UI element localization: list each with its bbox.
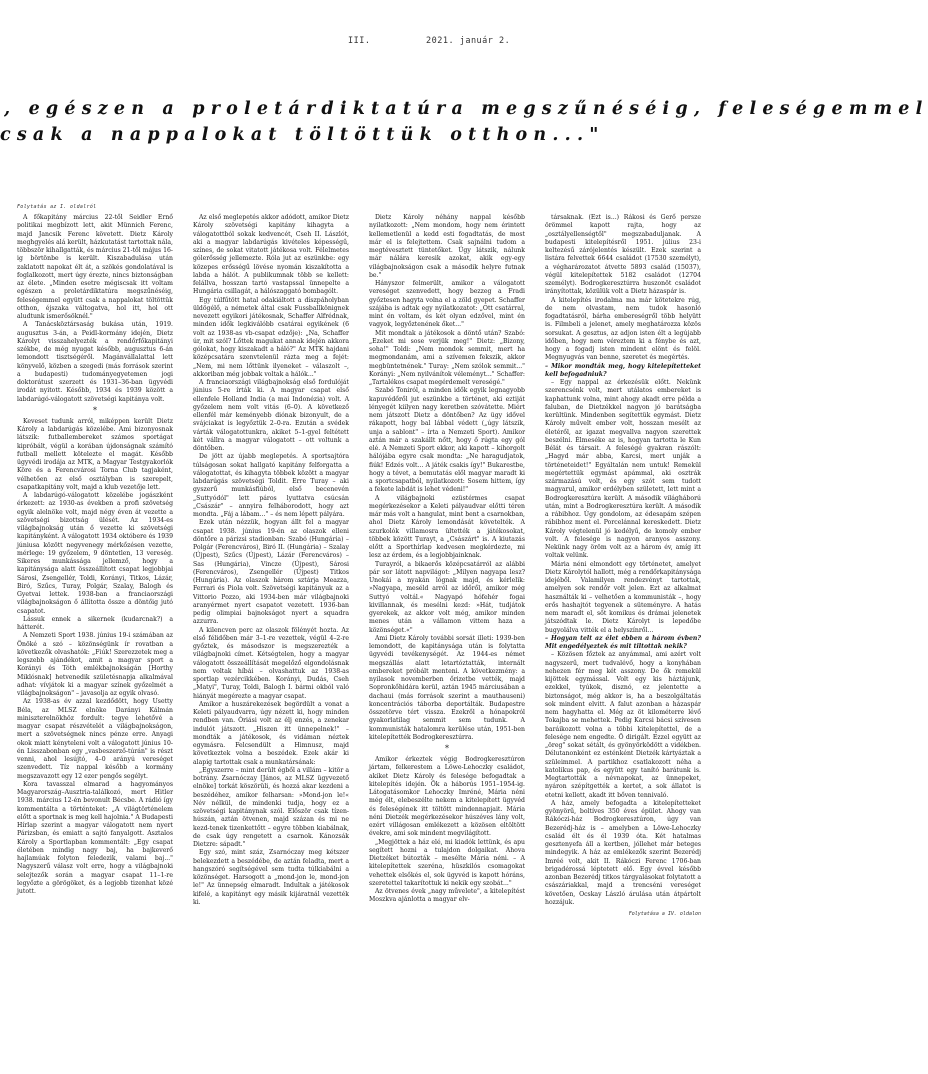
article-paragraph: Egy szó, mint száz, Zsarnóczay meg kétszer belekezdett a beszédébe, de aztán feladta, mert a hangszóró segítségével sem tudta túlkiabálni a közönséget. Harsogott a „mond-jon le, mond-jon le!" Az ünnepség elmaradt. Indultak a játékosok kifelé, a kapitányt egy másik kijáratnál vezették ki. (193, 849, 349, 906)
section-separator-star: * (93, 405, 97, 415)
page-number: III. (348, 36, 371, 46)
article-paragraph: társaknak. (Ezt is...) Rákosi és Gerő persze örömmel kapott rajta, hogy az „osztályellenségtől" megszabaduljanak. A budapesti kitelepítésről 1951. július 23-i keltezésű zárójelentés készült. Ezek szerint a listára felvettek 6644 családot (17530 személyt), a végharározatot átvette 5893 család (15037), végül kitelepítettek 5182 családot (12704 személyt). Bodrogkeresztúrra huszonöt családot irányítottak, közülük volt a Dietz házaspár is. (545, 214, 701, 296)
article-paragraph: Ezek után nézzük, hogyan állt fel a magyar csapat 1938. június 19-én az olaszok elleni döntőre a párizsi stadionban: Szabó (Hungária) – Polgár (Ferencváros), Biró II. (Hungária) – Szalay (Újpest), Szűcs (Újpest), Lázár (Ferencváros) – Sas (Hungária), Vincze (Újpest), Sárosi (Ferencváros), Zsengellér (Újpest) Titkos (Hungária). Az olaszok három sztárja Meazza, Ferrari és Piola volt. Szövetségi kapitányuk az a Vittorio Pozzo, aki 1934-ben már világbajnoki aranyérmet nyert csapatot vezetett. 1936-ban pedig olimpiai bajnokságot nyert a squadra azzurra. (193, 519, 349, 626)
interview-question: – Hogyan telt az élet ebben a három évben? Mit engedélyeztek és mit tiltottak nekik? (545, 634, 701, 650)
continued-from-note: Folytatás az I. oldalról (17, 204, 97, 210)
article-columns (17, 214, 711, 1064)
headline-line-2: csak a nappalokat töltöttük otthon..." (0, 125, 605, 145)
article-paragraph: De jött az újabb meglepetés. A sportsajtóra túlságosan sokat hallgató kapitány felforgatta a válogatottat, és kihagyta többek között a magyar labdarúgás szövetségi Toldit. Erre Turay – aki gyszerű munkásfiúból, első becenevén „Suttyódól" lett páros lyuttatva csúcsán „Császár" – annyira felháborodott, hogy azt mondta. „Fáj a lábam..." – és nem lépett pályára. (193, 453, 349, 518)
article-headline (0, 96, 928, 148)
article-paragraph: Mit mondtak a játékosok a döntő után? Szabó: „Ezeket mi sose verjük meg!" Dietz: „Bizony, soha!" Toldi: „Nem mondok semmit, mert ha megmondanám, ami a szívemen fekszik, akkor megbüntetnének." Turay: „Nem szólok semmit..." Korányi: „Nem nyilvánítok véleményt..." Schaffer: „Tartalékos csapat megérdemelt vereségé." (369, 329, 525, 386)
article-paragraph: Turayról, a bikaerős középcsatárról az alábbi pár sor látott napvilágot: „Milyen nagyapa lesz? Unokái a nyakán lógnak majd, és kérlelik: »Nagyapa, meséld arról az időről, amikor még Suttyó voltál.« Nagyapó hófehér fogai kivillannak, és mesélni kezd: »Hát, tudjátok gyerekek, az akkor volt még, amikor minden menes után a vállamon vittem haza a közönséget.«" (369, 560, 525, 634)
article-column-2 (193, 214, 349, 1064)
article-paragraph: A főkapitány március 22-től Seidler Ernő politikai megbízott lett, akit Münnich Ferenc, majd Jancsik Ferenc követett. Dietz Károly meghgyelés alá került, házkutatást tartottak nála, többször kihallgatták, és március 21-től május 16-ig börtönbe is került. Kiszabadulása után zaklatott napokat élt át, a szökés gondolatával is foglalkozott, mert úgy érezte, nincs biztonságban az élete. „Minden esetre mégiscsak itt voltam egészen a proletárdiktatúra megszűnéséig, feleségemmel együtt csak a nappalokat töltöttük otthon, éjszaka váltogatva, hol itt, hol ott aludtunk ismerősöknél." (17, 214, 173, 320)
article-paragraph: A labdarúgó-válogatott közelébe jogászként érkezett: az 1930-as években a profi szövetség egyik alelnöke volt, majd négy éven át vezette a szövetségi bizottság ülését. Az 1934-es világbajnokság után ő vezette ki szövetségi kapitányként. A válogatott 1934 októbere és 1939 júniusa között negyvenegy mérkőzésen vezette, mérlege: 19 győzelem, 9 döntetlen, 13 vereség. Sikeres munkássága jellemző, hogy a kapitánysága alatt összeállított csapat legjobbjai Sárosi, Zsengellér, Toldi, Korányi, Titkos, Lázár, Biró, Szűcs, Turay, Polgár, Szalay, Balogh és Gyetvai lettek. 1938-ban a franciaországi világbajnokságon ő állította össze a döntőig jutó csapatot. (17, 492, 173, 615)
article-paragraph: Amikor a huszárekezések begördült a vonat a Keleti pályaudvarra, úgy nézett ki, hogy minden rendben van. Óriási volt az élj enzés, a zenekar indulót játszott. „Hiszen itt ünnepelnek!" – mondták a játékosok, és vidáman néztek egymásra. Felcsendült a Himnusz, majd következtek volna a beszédek. Ezek akár ki alapig tartottak csak a munkatársának: (193, 700, 349, 766)
article-paragraph: Egy túlfűtött hatal odakiáltott a díszpáholyban üldögélő, a németek által csak Fussballkönignek nevezett egyikori játékosnak, Schaffer Alfrédnak, minden idők legkiválóbb csatárai egyikének (6 volt az 1938-as vb-csapat edzője): „Na, Schaffer úr, mit szól? Lőttek magukat annak idején akkora gólokat, hogy kiszakadt a háló?" Az MTK hajdani középcsatára szenvtelenül rázta meg a fejét: „Nem, mi nem lőttünk ilyeneket – válaszolt –, akkoriban még jobbak voltak a hálók..." (193, 296, 349, 378)
article-paragraph: – Egy nappal az érkezésük előtt. Nekünk szerencsénk volt, mert utálatos embereket is kaphattunk volna, mint ahogy akadt erre példa a faluban, de Dietzékkel nagyon jó barátságba kerültünk. Mindenben segítettük egymást. Dietz Károly művelt ember volt, hosszan mesélt az életéről, az igazat megvallva nagyon szerettek beszélni. Élmeséke az is, hogyan tartotta le Kun Bélát és társait. A feleségé gyakran rászólt: „Hagyd már abba, Karcsi, mert unják a történeteidet!" Egyáltalán nem untuk! Remekül megértettük egymást apámmal, aki osztrák származású volt, és egy szót sem tudott magyarul, amikor erdélyben született, lett mint a Bodrogkeresztúra került. A második világháború után, mint a Bodrogkeresztúra került. A második a rábibhoz. Úgy gondolom, az édesapám szépen rábibhoz ment el. Porcelánnal kereskedett. Dietz Károly végtelenül jó kedélyű, de komoly ember volt. A felesége is nagyon aranyos asszony. Nekünk nagy öröm volt az a három év, amíg itt voltak velünk. (545, 379, 701, 560)
article-paragraph: – Közösen főztek az anyámmal, ami azért volt nagyszerű, mert tudvalévő, hogy a konyhában nehezen fér meg két asszony. De ők remekül kijöttek egymással. Volt egy kis háztájunk, ezekkel, tyúkok, disznó, ez jelentette a biztonságot, még akkor is, ha a beszolgáltatás sok mindent elvitt. A falut azonban a házaspár nem hagyhatta el. Még az öt kilométerre lévő Tokajba se mehettek. Pedig Karcsi bácsi szívesen baráikozott volna a többi kitelepítettel, de a felesége nem engedte. Ő dirigált. Ezzel együtt az „öreg" sokat sétált, és gyönyörködött a vidékben. Délutanonként ez esténként Dietzék kártyáztak a szüleimmel. A partikhoz csatlakozott néha a katolikus pap, és együtt egy tanító barátunk is. Megtartották a névnapokat, az ünnepeket, nyáron szépítgették a kertet, a sok állatot is etetni kellett, akadt itt bőven tennivaló. (545, 651, 701, 799)
page-header (0, 36, 720, 50)
article-paragraph: „Egyszerre – mint derült égből a villám – kitör a botrány. Zsarnóczay [János, az MLSZ ügyvezető elnöke] torkát köszörüli, és hozzá akar kezdeni a beszédéhez, amikor felharsan: »Mond-jon le!« Név nélkül, de mindenki tudja, hogy ez a szövetségi kapitánynak szól. Először csak tízen-húszán, aztán ötvenen, majd százan és mi ne kezd-tenek tizenkettőtt – egyre többen kiabálnak, de csak úgy rengetett a csarnok. Kánozsák Dietzre: sápadt." (193, 766, 349, 848)
article-paragraph: Dietz Károly néhány nappal később nyilatkozott: „Nem mondom, hogy nem érintett kellemetlenül a kedd esti fogadtatás, de most már el is felejtettem. Csak sajnálni tudom a megtévesztett tüntetőket. Úgy látszik, nálunk már nálára keresik azokat, akik egy-egy világbajnokságon csak a második helyre futnak be." (369, 214, 525, 279)
article-paragraph: A franciaországi világbajnokság első fordulóját június 5-re írták ki. A magyar csapat első ellenfele Holland India (a mai Indonézia) volt. A győzelem nem volt vitás (6–0). A következő ellenfél már keményebb diónak bizonyult, de a svájciakat is legyőztük 2–0-ra. Ezután a svédek várták válogatottunkra, akiket 5–1-gyel feltétett két vállra a magyar válogatott – ott voltunk a döntőben. (193, 379, 349, 452)
article-paragraph: A Nemzeti Sport 1938. június 19-i számában az Önöké a szó – közönségünk ír rovatban a következők olvashatók: „Fiúk! Szerezzetek meg a legszebb ajándékot, amit a magyar sport a Korányi és Tóth emlékbajnokságán [Horthy Miklósnak] hetvenedik születésnapja alkalmával adhat: vívjátok ki a magyar színek győzelmét a világbajnokságon" – javasolja az egyik olvasó. (17, 632, 173, 697)
article-paragraph: Kora tavasszal elmarad a hagyományos Magyarország–Ausztria-találkozó, mert Hitler 1938. március 12-én bevonult Bécsbe. A rádió így kommentálta a történteket: „A világtörténelem előtt a sportnak is meg kell hajolnia." A Budapesti Hírlap szerint a magyar válogatott nem nyert Párizsban, és emiatt a sajtó fanyalgott. Asztalos Károly a Sportlapban kommentált: „Egy csapat életében mindig nagy baj, ha bajkeverő hajlamúak folyton feledezik, valami baj..." Nagyszerű válasz volt erre, hogy a világbajnoki selejtezők során a magyar csapat 11–1-re legyőzte a görögöket, és a legjobb tizenhat közé jutott. (17, 780, 173, 895)
interview-question: – Mikor mondták meg, hogy kitelepítetteket kell befogadniuk? (545, 362, 701, 378)
issue-date: 2021. január 2. (426, 36, 511, 46)
article-column-4 (545, 214, 701, 1064)
article-paragraph: Az ötvenes évek „nagy művelete", a kitelepítést Moszkva ajánlotta a magyar elv- (369, 888, 525, 904)
article-paragraph: A kitelepítés irodalma ma már kötetekre rúg, de nem olvastam, nem tudok hasonló fogadtatásról, bárha embereségről több helyütt is. Filmbeli a jelenet, amely meghatározza közös sorsukat. A gesztus, az adjon isten élt a legújabb időben, hogy nem véreztem ki a fénybe és azt, hogy a fogadj isten mindent elönt és felöl. Megnyugvás van benne, szeretet és megértés. (545, 296, 701, 362)
article-paragraph: Hányszor felmerült, amikor a válogatott vereséget szenvedett, hogy bezzeg a Fradi győztesen hagyta volna el a zöld gyepet. Schaffer szájába is adtak egy nyilatkozatot: „Ott csatárral, mint én voltam, és két olyan edzővel, mint én vagyok, legyőztenének őket..." (369, 280, 525, 329)
continued-to-note: Folytatása a IV. oldalon (628, 911, 701, 917)
article-paragraph: Szabó Toniról, a minden idők egyik legnagyobb kapuvédőről jut eszünkbe a történet, aki eztiját lényegét kiilyen nagy keretben szóvátette. Miért nem játszott Dietz a döntőben? Az ügy idővel rákapott, hogy bal lábbal védett („úgy látszik, unja a sablont" – írta a Nemzeti Sport). Amikor aztán már a szakállt nőtt, hogy ő rúgta egy gól elé. A Nemzeti Sport ekkor, aki kapott – kihorgolt hálójába egyre csak mondta: „Ne haragudjatok, fiúk! Edzés volt... A játék csakis így!" Bukarestbe, hogy a tévet, a bemutatás elől magyar maradt ki a sportcsapatból, nyilatkozott: Sosem hittem, így a fekete labdát is lehet védeni!" (369, 387, 525, 494)
article-paragraph: A Tanácsköztársaság bukása után, 1919. augusztus 3-án, a Peidl-kormány idején, Dietz Károlyt visszahelyezték a rendőrfőkapitányi székbe, de még nyugat később, augusztus 6-án lemondott tisztségéről. Magánvállalattal lett könyvelő, közben a szegedi (más források szerint a budapesti) tudományegyetemen jogi doktorátust szerzett és 1931–36-ban ügyvédi irodát nyitott. Később, 1934 és 1939 között a labdarúgó-válogatott szövetségi kapitánya volt. (17, 321, 173, 403)
article-column-1 (17, 214, 173, 1064)
section-separator-star: * (445, 744, 449, 753)
article-paragraph: A kilencven perc az olaszok fölényét hozta. Az első félidőben már 3–1-re vezettek, végül 4–2-re győztek, és másodszor is megszerezték a világbajnoki címet. Kétségtelen, hogy a magyar válogatott összeállítását megelőző elgondolásnak nem voltak híbái – olvashattuk az 1938-as sportlap vezércikkében. Korányi, Dudás, Cseh „Matyi", Turay, Toldi, Balogh I. bármi okból való hiányát megérezte a magyar csapat. (193, 626, 349, 700)
article-paragraph: A ház, amely befogadta a kitelepítetteket gyönyörű, boltíves 350 éves épület. Ahogy van Rákóczi-ház Bodrogkeresztúron, úgy van Bezerédj-ház is – amelyben a Löwe-Lehoczky család élt és él 1939 óta. Két hatalmas gesztenyefa áll a kertben, jóllehet már beteges mindegyik. A ház az emlékezők szerint Bezerédj Imréé volt, akit II. Rákóczi Ferenc 1706-ban brigadérossá léptetett elő. Egy évvel később azonban Bezerédj titkos tárgyalásokat folytatott a császáriakkal, majd a trencséni vereséget követően, Ocskay László árulása után átpártolt hozzájuk. (545, 799, 701, 906)
article-paragraph: „Megjöttek a ház elé, mi kiadók lettünk, és apu segített hozni a tulajdon dolgaikat. Ahova Dietzéket bútozták – mesélte Mária néni. – A kitelepítettek szeréna, hüszkilós csomagokat vehettek elsőkés el, sok ügyvéd is kapott hóráns, szeretettel takarítottuk ki nekik egy szobát..." (369, 838, 525, 887)
article-paragraph: Keveset tudunk arról, miképpen került Dietz Károly a labdarúgás közelébe. Ami bizonyosnak látszik: futballembereket számos sportágat kipróbált, végül a korában újdonságnak számító futball mellett kötelezte el magát. Később ügyvédi irodája az MTK, a Magyar Testgyakorlók Köre és a Ferencvárosi Torna Club tagjaként, vélhetően az első osztályban is szerepelt, csapatkapitány volt, majd a klub vezetője lett. (17, 417, 173, 491)
article-paragraph: Ami Dietz Károly további sorsát illeti: 1939-ben lemondott, de kapitánysága után is folytatta ügyvédi tevékenységét. Az 1944-es német megszállás alatt letartóztatták, internált embereket próbált menteni. A következmény: a nyilasok novemberben őrizetbe vették, majd Sopronkőhidára kerül, aztán 1945 márciusában a dachaui (más források szerint a mauthauseni) koncentrációs táborba deportálták. Budapestre összetörve tért vissza. Ezekről a hónapokról gyakorlatilag semmit sem tudunk. A kommunisták hatalomra kerülése után, 1951-ben kitelepítették Bodrogkeresztúrra. (369, 634, 525, 741)
article-column-3 (369, 214, 525, 1064)
article-paragraph: Az első meglepetés akkor adódott, amikor Dietz Károly szövetségi kapitány kihagyta a válogatottból sokak kedvencét, Cseh II. Lászlót, aki a magyar labdarúgás kivételes képességű, színes, de sokat vitatott játékosa volt. Félelmetes gólerősség jellemezte. Róla jut az eszünkbe: egy közepes erősségű lövése nyomán kiszakította a labda a hálót. A publikumnak több se kellett: felállva, hosszan tartó vastapssal ünnepelte a Hungária csillagát, a hálószaggató bombagólt. (193, 214, 349, 296)
article-paragraph: A világbajnoki ezüstérmes csapat megérkezésekor a Keleti pályaudvar előtti téren már más volt a hangulat, mint bent a csarnokban, ahol Dietz Károly lemondását követelték. A szurkolók villamosra ültették a játékosokat, többek között Turayt, a „Császárt" is. A kiutazás előtt a Sporthírlap kedvesen megkérdezte, mi lesz az érdem, és a legjobbjainknak. (369, 494, 525, 560)
article-paragraph: Lássuk ennek a sikernek (kudarcnak?) a hátterét. (17, 615, 173, 631)
article-paragraph: Amikor érkeztek végig Bodrogkeresztúron jártam, felkerestem a Löwe-Lehoczky családot, akiket Dietz Károly és felesége befogadtak a kitelepítés idején. Ők a háborús 1951–1954-ig. Látogatásomkor Lehoczky Imréné, Mária néni még élt, elebeszélte nekem a kitelepített ügyvéd és feleségének itt töltött mindennapjait. Mária néni Dietzék megérkezésekor húszéves lány volt, ezért villágosan emlékezett a közösen eltöltött évekre, ami sok mindent megvilágított. (369, 756, 525, 838)
article-paragraph: Az 1938-as év azzal kezdődött, hogy Usetty Béla, az MLSZ elnöke Darányi Kálmán miniszterelnökhöz fordult: tegye lehetővé a magyar csapat részvételét a világbajnokságon, mert a szövetségnek nincs pénze erre. Anyagi okok miatt kényteleni volt a válogatott június 10-én Lisszabonban egy „vasbeszerző-túrán" is részt venni, ahol lesújtó, 4–0 arányú vereséget szenvedett. Tíz nappal később a kormány megszavazott egy 12 ezer pengős segélyt. (17, 698, 173, 780)
article-paragraph: Mária néni elmondott egy történetet, amelyet Dietz Károlytól hallott, még a rendőrkapitánysága idejéből. Valamilyen rendezvényt tartottak, amelyen sok rendőr volt jelen. Ezt az alkalmat használták ki – velhetően a kommunisták –, hogy erős hashajtót tegyenek a süteményre. A hatás nem maradt el, sőt komikus és drámai jelenetek játszódtak le. Dietz Károlyt is lepedőbe bugyolálva vitték el a helyszínről... (545, 560, 701, 634)
headline-line-1: , egészen a proletárdiktatúra megszűnéséig, feleségemmel (4, 99, 928, 119)
